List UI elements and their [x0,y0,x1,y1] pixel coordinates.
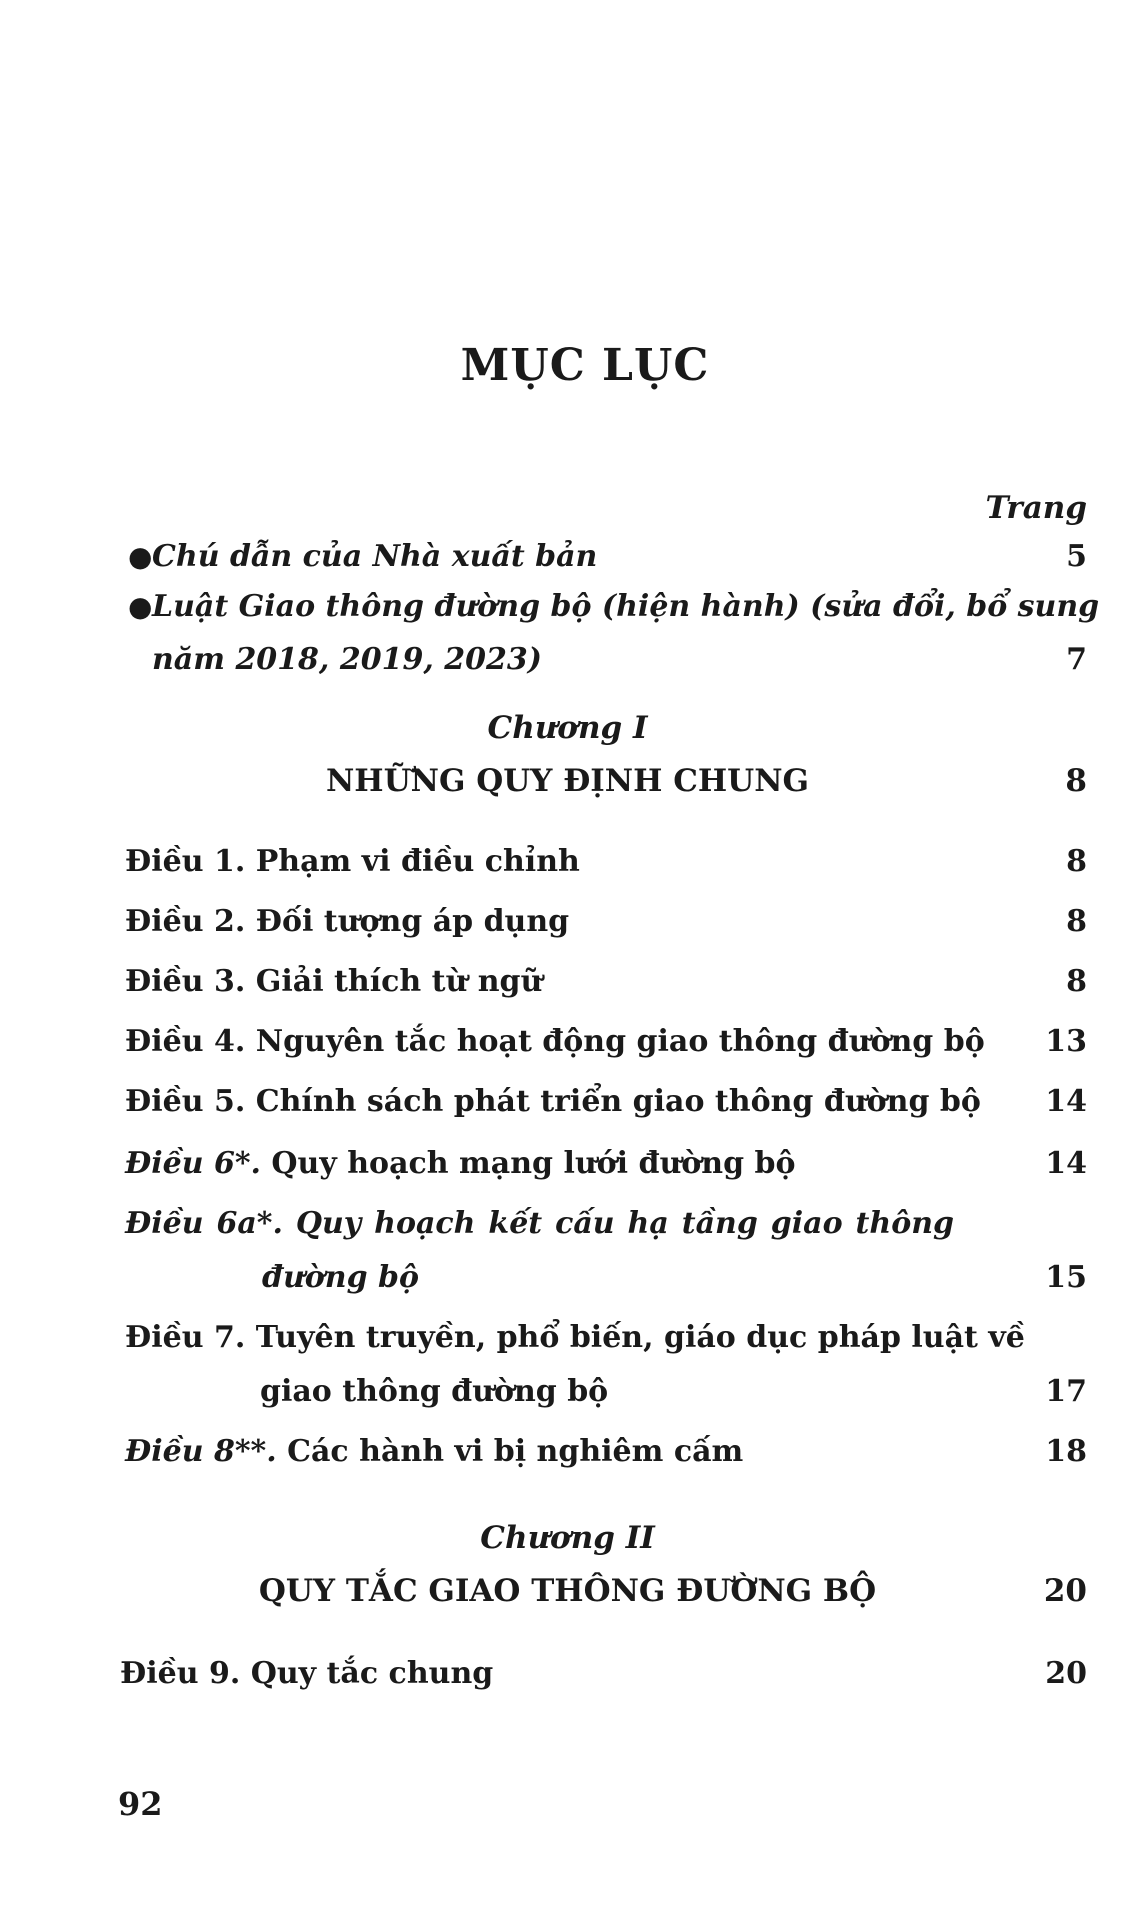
article-page: 14 [1045,1084,1087,1119]
article-prefix: Điều 9. [120,1656,241,1691]
toc-article-7[interactable] [125,1320,1025,1355]
chapter-2-heading[interactable] [0,1570,1135,1612]
article-page: 13 [1045,1024,1087,1059]
article-title: Giải thích từ ngữ [255,964,543,999]
article-title: Phạm vi điều chỉnh [255,844,580,879]
article-title: Quy hoạch mạng lưới đường bộ [271,1146,796,1181]
bullet-icon: ● [128,540,153,573]
chapter-1-title: NHỮNG QUY ĐỊNH CHUNG [325,763,810,799]
chapter-1-heading[interactable] [0,760,1135,802]
chapter-1-page: 8 [1065,763,1087,799]
article-prefix: Điều 3. [125,964,246,999]
article-title-line1: Quy hoạch kết cấu hạ tầng giao thông [295,1206,954,1241]
article-page: 20 [1045,1656,1087,1691]
toc-article-3[interactable] [0,962,1135,1002]
chapter-1-label: Chương I [487,710,648,746]
article-page: 14 [1045,1146,1087,1181]
toc-article-1[interactable] [0,842,1135,882]
article-title-line2: giao thông đường bộ [260,1374,609,1409]
toc-entry-road-law[interactable] [0,587,1135,627]
article-prefix: Điều 5. [125,1084,246,1119]
article-prefix: Điều 7. [125,1320,246,1355]
article-page: 18 [1045,1434,1087,1469]
bullet-icon: ● [128,590,153,623]
article-page: 15 [1045,1260,1087,1295]
toc-article-6a[interactable] [125,1206,954,1241]
article-prefix: Điều 2. [125,904,246,939]
toc-entry-text-line1: Luật Giao thông đường bộ (hiện hành) (sửa đổi, bổ sung [152,589,1100,624]
toc-entry-page: 5 [1066,539,1087,574]
toc-article-6a-continued [0,1258,1135,1298]
article-prefix: Điều 6*. [125,1146,261,1181]
article-page: 8 [1066,904,1087,939]
toc-entry-road-law-continued [0,640,1135,680]
toc-article-4[interactable] [0,1022,1135,1062]
article-title: Đối tượng áp dụng [255,904,570,939]
article-title: Nguyên tắc hoạt động giao thông đường bộ [255,1024,985,1059]
article-title-line1: Tuyên truyền, phổ biến, giáo dục pháp luật về [255,1320,1025,1355]
toc-entry-page: 7 [1066,642,1087,677]
toc-article-8[interactable] [0,1432,1135,1472]
toc-article-2[interactable] [0,902,1135,942]
article-title: Các hành vi bị nghiêm cấm [287,1434,744,1469]
toc-entry-text: Chú dẫn của Nhà xuất bản [152,539,598,574]
article-title-line2: đường bộ [262,1260,420,1295]
article-title: Quy tắc chung [250,1656,494,1691]
toc-entry-text-line2: năm 2018, 2019, 2023) [152,642,542,677]
page-title: MỤC LỤC [460,340,710,391]
toc-article-7-continued [0,1372,1135,1412]
toc-article-5[interactable] [0,1082,1135,1122]
article-page: 8 [1066,964,1087,999]
article-prefix: Điều 1. [125,844,246,879]
page-column-label: Trang [985,490,1087,526]
chapter-2-page: 20 [1043,1573,1087,1609]
page-number: 92 [118,1785,163,1823]
toc-article-9[interactable] [0,1654,1135,1694]
article-title: Chính sách phát triển giao thông đường bộ [255,1084,981,1119]
chapter-2-label: Chương II [480,1520,655,1556]
article-prefix: Điều 8**. [125,1434,277,1469]
article-page: 17 [1045,1374,1087,1409]
article-prefix: Điều 6a*. [125,1206,283,1241]
toc-article-6[interactable] [0,1144,1135,1184]
article-page: 8 [1066,844,1087,879]
chapter-2-title: QUY TẮC GIAO THÔNG ĐƯỜNG BỘ [258,1573,877,1609]
toc-entry-publisher-note[interactable] [0,537,1135,577]
article-prefix: Điều 4. [125,1024,246,1059]
